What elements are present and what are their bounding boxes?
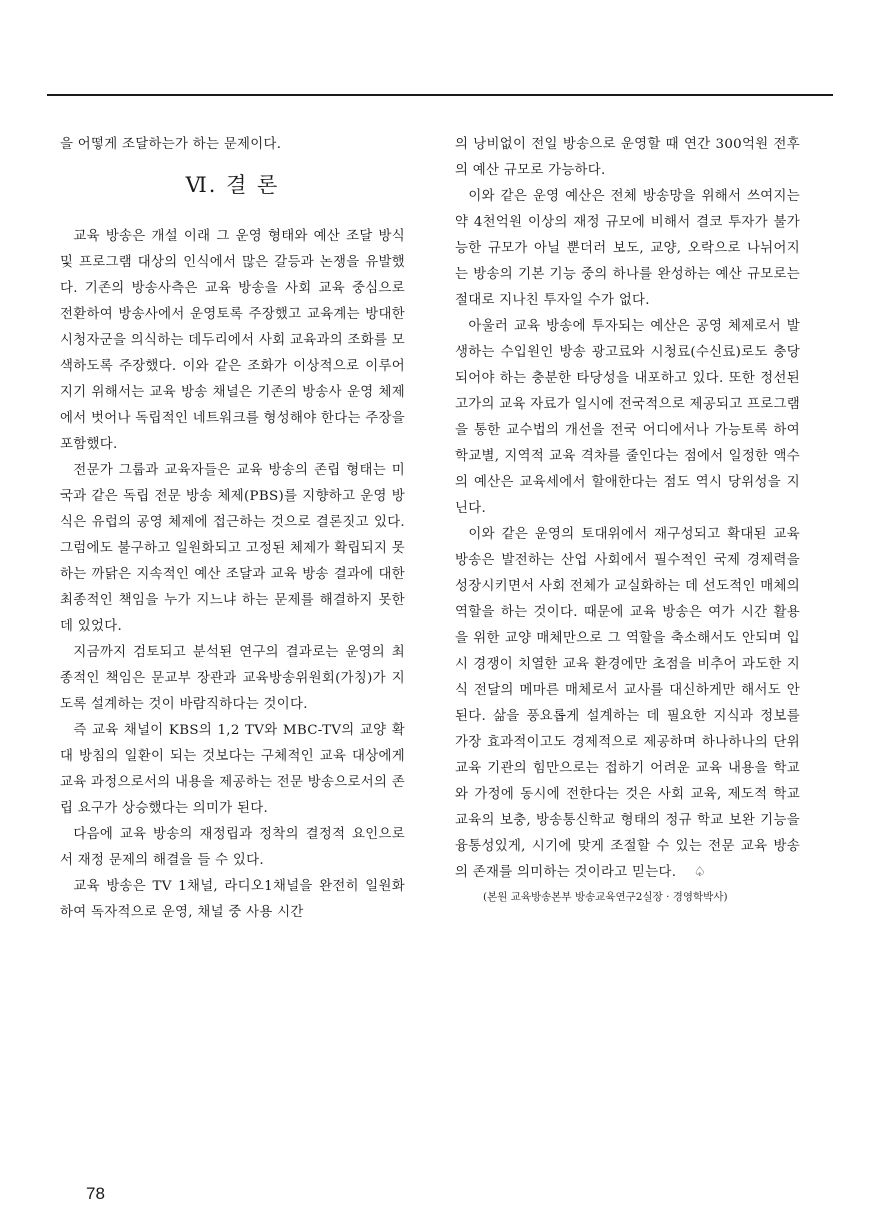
continued-text: 의 낭비없이 전일 방송으로 운영할 때 연간 300억원 전후의 예산 규모로 가능하다.	[455, 137, 800, 178]
paragraph: 교육 방송은 개설 이래 그 운영 형태와 예산 조달 방식 및 프로그램 대상의 인식에서 많은 갈등과 논쟁을 유발했다. 기존의 방송사측은 교육 방송을 사회 교육 중심으로 전환하여 방송사에서 운영토록 주장했고 교육계는 방대한 시청자군을 의식하는 데두리에서 사회 교육과의 조화를 모색하도록 주장했다. 이와 같은 조화가 이상적으로 이루어지기 위해서는 교육 방송 채널은 기존의 방송사 운영 체제에서 벗어나 독립적인 네트워크를 형성해야 한다는 주장을 포함했다.	[60, 229, 405, 452]
paragraph: 아울러 교육 방송에 투자되는 예산은 공영 체제로서 발생하는 수입원인 방송 광고료와 시청료(수신료)로도 충당되어야 하는 충분한 타당성을 내포하고 있다. 또한 정선된 고가의 교육 자료가 일시에 전국적으로 제공되고 프로그램을 통한 교수법의 개선을 전국 어디에서나 가능토록 하여 학교별, 지역적 교육 격차를 줄인다는 점에서 일정한 액수의 예산은 교육세에서 할애한다는 점도 역시 당위성을 지닌다.	[455, 319, 800, 516]
end-mark-icon: ♤	[693, 865, 707, 880]
paragraph: 즉 교육 채널이 KBS의 1,2 TV와 MBC-TV의 교양 확대 방침의 일환이 되는 것보다는 구체적인 교육 대상에게 교육 과정으로서의 내용을 제공하는 전문 방송으로서의 존립 요구가 상승했다는 의미가 된다.	[60, 723, 405, 816]
section-heading: Ⅵ. 결 론	[185, 173, 280, 197]
left-column	[60, 132, 405, 926]
paragraph: 다음에 교육 방송의 재정립과 정착의 결정적 요인으로서 재정 문제의 해결을 들 수 있다.	[60, 827, 405, 868]
page-number: 78	[86, 1184, 105, 1203]
paragraph: 지금까지 검토되고 분석된 연구의 결과로는 운영의 최종적인 책임은 문교부 장관과 교육방송위원회(가칭)가 지도록 설계하는 것이 바람직하다는 것이다.	[60, 645, 405, 712]
paragraph: 교육 방송은 TV 1채널, 라디오1채널을 완전히 일원화하여 독자적으로 운영, 채널 중 사용 시간	[60, 879, 405, 920]
paragraph-final	[455, 522, 800, 886]
right-column	[455, 132, 800, 908]
header-rule	[47, 94, 833, 96]
paragraph: 전문가 그룹과 교육자들은 교육 방송의 존립 형태는 미국과 같은 독립 전문 방송 체제(PBS)를 지향하고 운영 방식은 유럽의 공영 체제에 접근하는 것으로 결론짓고 있다. 그럼에도 불구하고 일원화되고 고정된 체제가 확립되지 못하는 까닭은 지속적인 예산 조달과 교육 방송 결과에 대한 최종적인 책임을 누가 지느냐 하는 문제를 해결하지 못한 데 있었다.	[60, 463, 405, 634]
paragraph-text: 이와 같은 운영의 토대위에서 재구성되고 확대된 교육 방송은 발전하는 산업 사회에서 필수적인 국제 경제력을 성장시키면서 사회 전체가 교실화하는 데 선도적인 매체의 역할을 하는 것이다. 때문에 교육 방송은 여가 시간 활용을 위한 교양 매체만으로 그 역할을 축소해서도 안되며 입시 경쟁이 치열한 교육 환경에만 초점을 비추어 과도한 지식 전달의 메마른 매체로서 교사를 대신하게만 해서도 안된다. 삶을 풍요롭게 설계하는 데 필요한 지식과 정보를 가장 효과적이고도 경제적으로 제공하며 하나하나의 단위 교육 기관의 힘만으로는 접하기 어려운 교육 내용을 학교와 가정에 동시에 전한다는 것은 사회 교육, 제도적 학교 교육의 보충, 방송통신학교 형태의 정규 학교 보완 기능을 융통성있게, 시기에 맞게 조절할 수 있는 전문 교육 방송의 존재를 의미하는 것이라고 믿는다.	[455, 527, 800, 880]
author-credit: (본원 교육방송본부 방송교육연구2실장 · 경영학박사)	[483, 891, 728, 903]
continued-text: 을 어떻게 조달하는가 하는 문제이다.	[60, 137, 282, 152]
paragraph: 이와 같은 운영 예산은 전체 방송망을 위해서 쓰여지는 약 4천억원 이상의 재정 규모에 비해서 결코 투자가 불가능한 규모가 아닐 뿐더러 보도, 교양, 오락으로 나뉘어지는 방송의 기본 기능 중의 하나를 완성하는 예산 규모로는 절대로 지나친 투자일 수가 없다.	[455, 189, 800, 308]
